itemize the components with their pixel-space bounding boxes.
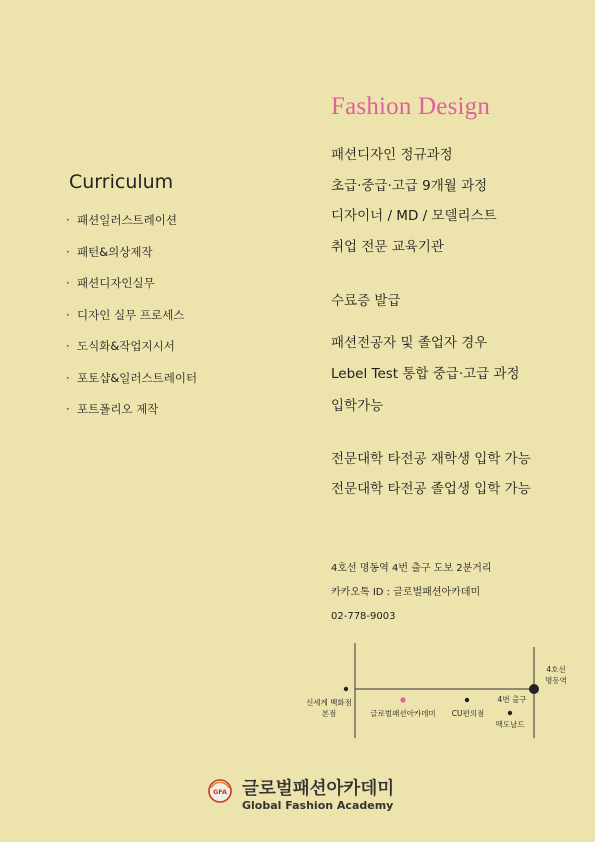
bullet: · bbox=[66, 276, 70, 290]
list-item: · 패턴&의상제작 bbox=[66, 241, 197, 273]
shinsegae-marker bbox=[344, 687, 348, 691]
logo-name-kr: 글로벌패션아카데미 bbox=[242, 779, 395, 799]
phone-number: 02-778-9003 bbox=[331, 611, 396, 622]
course-type: 패션디자인 정규과정 bbox=[331, 147, 453, 163]
academy-label: 글로벌패션아카데미 bbox=[370, 709, 436, 718]
list-item: · 포트폴리오 제작 bbox=[66, 398, 197, 430]
list-item: · 포토샵&일러스트레이터 bbox=[66, 367, 197, 399]
kakao-id: 카카오톡 ID : 글로벌패션아카데미 bbox=[331, 587, 481, 598]
gfa-logo-icon bbox=[208, 779, 232, 803]
bullet: · bbox=[66, 402, 70, 416]
academy-marker bbox=[400, 697, 405, 702]
station-label: 4호선 명동역 bbox=[545, 665, 567, 685]
course-levels: 초급·중급·고급 9개월 과정 bbox=[331, 178, 488, 194]
list-item: · 패션일러스트레이션 bbox=[66, 209, 197, 241]
exit-label: 4번 출구 bbox=[497, 695, 527, 704]
bullet: · bbox=[66, 307, 70, 322]
bullet: · bbox=[66, 370, 70, 385]
cu-label: CU편의점 bbox=[451, 709, 485, 718]
bullet: · bbox=[66, 339, 70, 353]
list-item: · 패션디자인실무 bbox=[66, 272, 197, 304]
shinsegae-label: 신세계 백화점 본점 bbox=[306, 698, 352, 718]
graduate-admission: 전문대학 타전공 졸업생 입학 가능 bbox=[331, 481, 531, 497]
bullet: · bbox=[66, 244, 70, 259]
page-title: Fashion Design bbox=[331, 93, 491, 120]
major-note: 패션전공자 및 졸업자 경우 bbox=[331, 335, 488, 351]
career-paths: 디자이너 / MD / 모델리스트 bbox=[331, 208, 497, 224]
location-text: 4호선 명동역 4번 출구 도보 2분거리 bbox=[331, 563, 492, 574]
curriculum-title: Curriculum bbox=[69, 171, 174, 193]
certificate: 수료증 발급 bbox=[331, 293, 401, 309]
level-test: Lebel Test 통합 중급·고급 과정 bbox=[331, 366, 520, 382]
student-admission: 전문대학 타전공 재학생 입학 가능 bbox=[331, 451, 531, 467]
mcdonalds-label: 맥도날드 bbox=[495, 720, 525, 729]
admission: 입학가능 bbox=[331, 398, 384, 414]
mcdonalds-marker bbox=[508, 711, 512, 715]
logo-name-en: Global Fashion Academy bbox=[242, 799, 394, 812]
bullet: · bbox=[66, 213, 70, 227]
institution-type: 취업 전문 교육기관 bbox=[331, 239, 444, 255]
station-marker bbox=[529, 684, 539, 694]
list-item: · 디자인 실무 프로세스 bbox=[66, 304, 197, 336]
cu-marker bbox=[465, 698, 469, 702]
logo-badge-text: GFA bbox=[212, 788, 228, 796]
list-item: · 도식화&작업지시서 bbox=[66, 335, 197, 367]
